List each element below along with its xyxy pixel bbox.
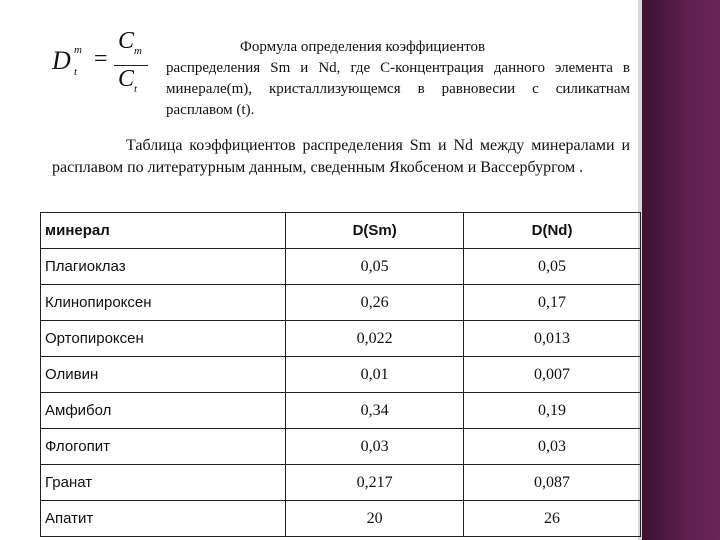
d-sm-value: 0,05 <box>286 249 464 285</box>
table-caption <box>52 135 630 179</box>
d-sm-value: 0,217 <box>286 465 464 501</box>
mineral-name: Ортопироксен <box>41 321 286 357</box>
formula-equals: = <box>94 46 108 72</box>
formula-description <box>166 37 630 121</box>
header-d-nd: D(Nd) <box>464 213 641 249</box>
decorative-side-band <box>642 0 720 540</box>
formula-lhs <box>52 44 82 78</box>
mineral-name: Амфибол <box>41 393 286 429</box>
table-caption-rest: минералами и расплавом по литературным данным, сведенным Якобсеном и Вассербургом . <box>52 137 631 176</box>
formula-lhs-base: D <box>52 46 71 75</box>
table-row <box>41 357 641 393</box>
formula-num-base: C <box>118 28 135 54</box>
formula-denominator <box>118 66 137 95</box>
table-header-row <box>41 213 641 249</box>
d-nd-value: 26 <box>464 501 641 537</box>
mineral-name: Клинопироксен <box>41 285 286 321</box>
distribution-formula <box>52 28 172 98</box>
d-sm-value: 20 <box>286 501 464 537</box>
d-sm-value: 0,34 <box>286 393 464 429</box>
table-row <box>41 429 641 465</box>
formula-den-sub: t <box>134 82 138 95</box>
d-nd-value: 0,17 <box>464 285 641 321</box>
table-row <box>41 393 641 429</box>
table-row <box>41 465 641 501</box>
mineral-name: Апатит <box>41 501 286 537</box>
d-sm-value: 0,03 <box>286 429 464 465</box>
d-nd-value: 0,007 <box>464 357 641 393</box>
d-nd-value: 0,03 <box>464 429 641 465</box>
table-row <box>41 501 641 537</box>
formula-description-line1: Формула определения коэффициентов <box>240 39 486 55</box>
d-nd-value: 0,013 <box>464 321 641 357</box>
d-sm-value: 0,01 <box>286 357 464 393</box>
formula-num-sub: m <box>134 44 142 57</box>
mineral-name: Флогопит <box>41 429 286 465</box>
d-sm-value: 0,26 <box>286 285 464 321</box>
mineral-name: Плагиоклаз <box>41 249 286 285</box>
d-nd-value: 0,087 <box>464 465 641 501</box>
d-sm-value: 0,022 <box>286 321 464 357</box>
d-nd-value: 0,05 <box>464 249 641 285</box>
distribution-coefficients-table <box>40 212 641 537</box>
formula-description-rest: распределения Sm и Nd, где С-концентрация данного элемента в минерале(m), кристаллизующемся в равновесии с силикатнам расплавом (t). <box>166 60 630 118</box>
table-caption-first: Таблица коэффициентов распределения Sm и Nd между <box>126 137 525 154</box>
formula-lhs-sup: m <box>74 44 82 56</box>
header-mineral: минерал <box>41 213 286 249</box>
table-row <box>41 285 641 321</box>
formula-numerator <box>118 28 142 57</box>
mineral-name: Оливин <box>41 357 286 393</box>
d-nd-value: 0,19 <box>464 393 641 429</box>
mineral-name: Гранат <box>41 465 286 501</box>
formula-den-base: C <box>118 66 135 92</box>
header-d-sm: D(Sm) <box>286 213 464 249</box>
table-row <box>41 249 641 285</box>
table-row <box>41 321 641 357</box>
formula-lhs-sub: t <box>74 66 78 78</box>
